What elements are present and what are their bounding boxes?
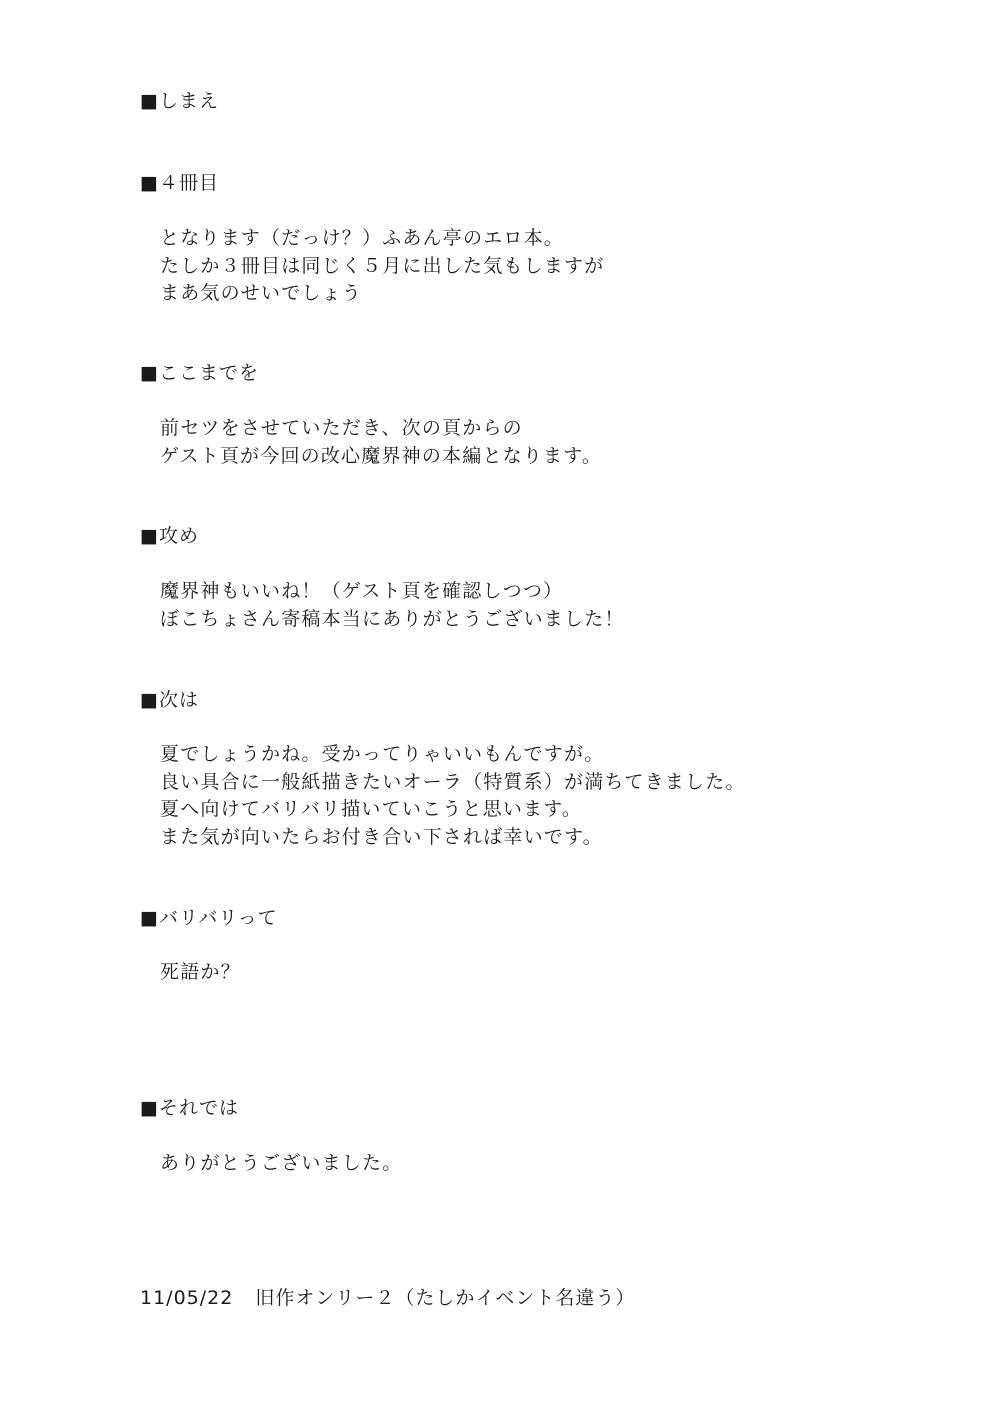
section-heading-shimae: ■しまえ — [140, 90, 219, 112]
body-line: 良い具合に一般紙描きたいオーラ（特質系）が満ちてきました。 — [160, 770, 746, 793]
body-line: まあ気のせいでしょう — [160, 282, 363, 304]
section-heading-closing: ■それでは — [140, 1097, 239, 1119]
body-line: また気が向いたらお付き合い下されば幸いです。 — [160, 825, 603, 848]
section-heading-up-to-here: ■ここまでを — [140, 362, 259, 384]
footer-date: 11/05/22 — [140, 1287, 234, 1309]
section-body-next — [160, 741, 746, 851]
body-line: ゲスト頁が今回の改心魔界神の本編となります。 — [160, 444, 603, 467]
section-heading-seme: ■攻め — [140, 525, 199, 547]
section-heading-baribari: ■バリバリって — [140, 907, 278, 929]
body-line: たしか３冊目は同じく５月に出した気もしますが — [160, 254, 605, 277]
section-body-closing — [160, 1150, 402, 1178]
section-heading-4th-book: ■４冊目 — [140, 172, 219, 194]
section-body-up-to-here — [160, 415, 602, 470]
section-body-baribari — [160, 959, 241, 987]
section-body-seme — [160, 578, 625, 633]
body-line: 夏でしょうかね。受かってりゃいいもんですが。 — [160, 743, 605, 765]
section-heading-next: ■次は — [140, 689, 199, 711]
body-line: ぼこちょさん寄稿本当にありがとうございました！ — [160, 607, 625, 630]
body-line: 死語か？ — [160, 961, 241, 983]
body-line: ありがとうございました。 — [160, 1152, 403, 1174]
body-line: 前セツをさせていただき、次の頁からの — [160, 417, 523, 439]
body-line: となります（だっけ？）ふあん亭のエロ本。 — [160, 227, 565, 249]
section-body-4th-book — [160, 225, 604, 308]
body-line: 夏へ向けてバリバリ描いていこうと思います。 — [160, 798, 583, 820]
footer-note — [140, 1286, 635, 1310]
footer-event: 旧作オンリー２（たしかイベント名違う） — [255, 1287, 636, 1309]
body-line: 魔界神もいいね！（ゲスト頁を確認しつつ） — [160, 580, 564, 602]
